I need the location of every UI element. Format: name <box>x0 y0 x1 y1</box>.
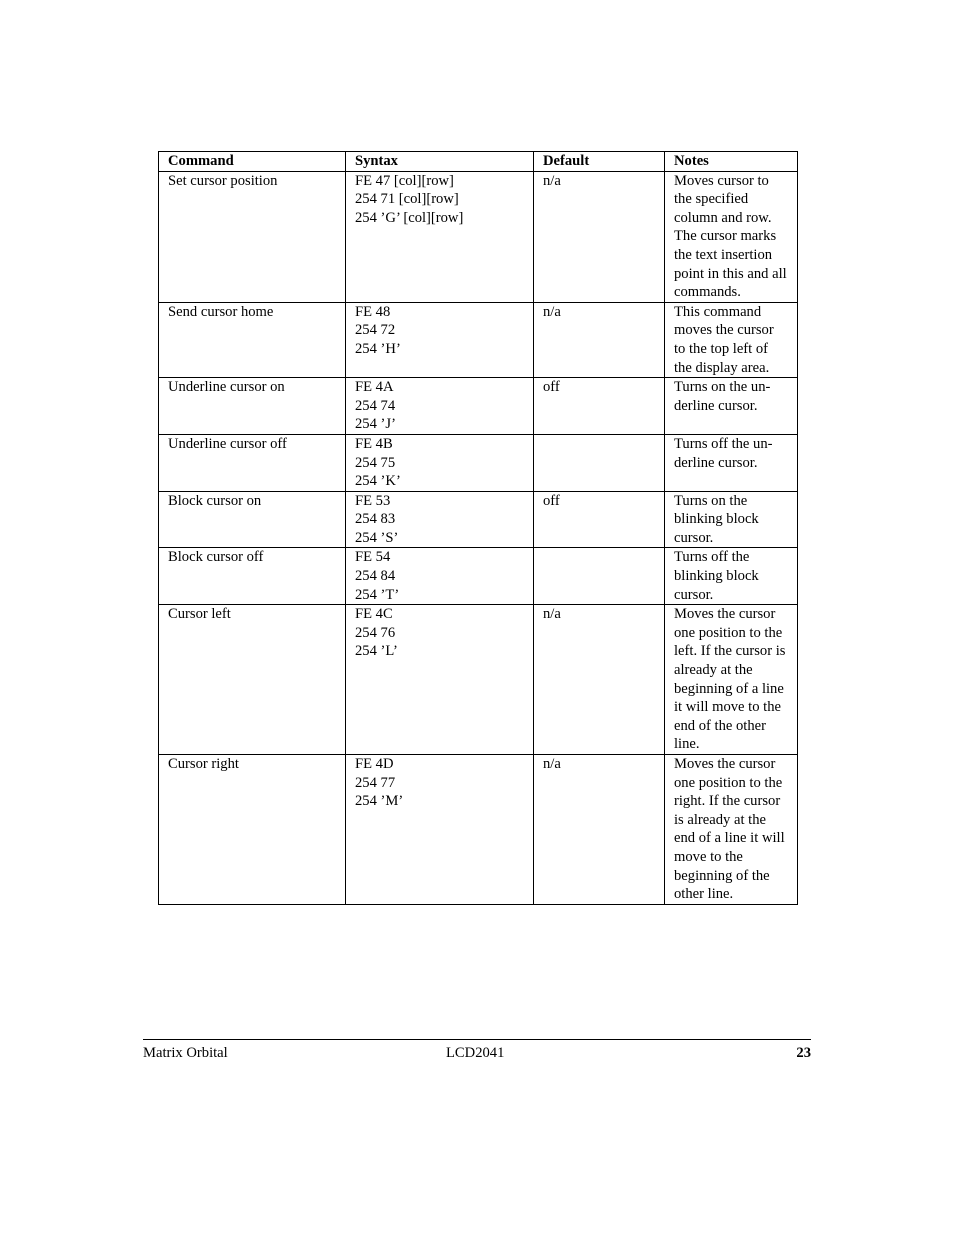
table-row <box>159 434 798 491</box>
command-cell: Underline cursor on <box>159 378 346 435</box>
table-header-row <box>159 152 798 172</box>
table-row <box>159 378 798 435</box>
notes-cell: Turns off the underline cursor. <box>665 434 798 491</box>
syntax-line: FE 4B <box>355 435 393 452</box>
syntax-cell <box>346 605 534 755</box>
notes-cell: Turns on the blinking block cursor. <box>665 491 798 548</box>
default-cell <box>534 434 665 491</box>
syntax-line: 254 71 [col][row] <box>355 191 459 208</box>
table-row <box>159 171 798 302</box>
footer-rule <box>143 1039 811 1040</box>
table-body <box>159 171 798 904</box>
syntax-line: FE 53 <box>355 492 391 509</box>
notes-cell: Moves the cursor one position to the left. If the cursor is already at the beginning of a line it will move to the end of the other line. <box>665 605 798 755</box>
default-cell: n/a <box>534 171 665 302</box>
syntax-line: 254 75 <box>355 454 396 471</box>
syntax-line: 254 84 <box>355 568 396 585</box>
table-row <box>159 755 798 905</box>
notes-cell: Moves the cursor one position to the right. If the cursor is already at the end of a line it will move to the beginning of the other line. <box>665 755 798 905</box>
header-notes: Notes <box>665 152 798 172</box>
notes-cell: Turns off the blinking block cursor. <box>665 548 798 605</box>
syntax-line: 254 74 <box>355 397 396 414</box>
table-row <box>159 605 798 755</box>
syntax-cell <box>346 378 534 435</box>
table-row <box>159 302 798 377</box>
syntax-line: 254 ’M’ <box>355 793 404 810</box>
command-cell: Set cursor position <box>159 171 346 302</box>
notes-cell: This command moves the cursor to the top left of the display area. <box>665 302 798 377</box>
syntax-cell <box>346 434 534 491</box>
page-number: 23 <box>796 1045 811 1061</box>
default-cell: n/a <box>534 755 665 905</box>
syntax-line: 254 72 <box>355 322 396 339</box>
syntax-line: FE 54 <box>355 549 391 566</box>
default-cell: n/a <box>534 605 665 755</box>
table-row <box>159 548 798 605</box>
syntax-line: 254 76 <box>355 624 396 641</box>
default-cell: off <box>534 378 665 435</box>
default-cell <box>534 548 665 605</box>
table-row <box>159 491 798 548</box>
syntax-cell <box>346 171 534 302</box>
command-cell: Cursor right <box>159 755 346 905</box>
syntax-cell <box>346 491 534 548</box>
notes-cell: Turns on the underline cursor. <box>665 378 798 435</box>
syntax-line: FE 4C <box>355 606 393 623</box>
syntax-line: 254 ’G’ [col][row] <box>355 209 464 226</box>
syntax-line: 254 ’J’ <box>355 416 396 433</box>
syntax-line: 254 ’S’ <box>355 529 399 546</box>
syntax-line: FE 4D <box>355 756 394 772</box>
footer-company: Matrix Orbital <box>143 1045 228 1061</box>
command-cell: Underline cursor off <box>159 434 346 491</box>
syntax-line: FE 48 <box>355 303 391 320</box>
notes-cell: Moves cursor to the specified column and row. The cursor marks the text insertion point in this and all commands. <box>665 171 798 302</box>
syntax-line: FE 4A <box>355 379 394 396</box>
syntax-line: 254 83 <box>355 511 396 528</box>
syntax-cell <box>346 548 534 605</box>
command-cell: Cursor left <box>159 605 346 755</box>
syntax-line: 254 ’H’ <box>355 340 401 357</box>
syntax-line: 254 77 <box>355 774 396 791</box>
syntax-line: 254 ’T’ <box>355 586 400 603</box>
default-cell: off <box>534 491 665 548</box>
command-table <box>158 151 798 905</box>
syntax-line: 254 ’L’ <box>355 643 398 660</box>
command-cell: Send cursor home <box>159 302 346 377</box>
command-cell: Block cursor on <box>159 491 346 548</box>
footer-model: LCD2041 <box>446 1045 505 1061</box>
syntax-line: FE 47 [col][row] <box>355 172 454 189</box>
header-default: Default <box>534 152 665 172</box>
syntax-line: 254 ’K’ <box>355 473 401 490</box>
syntax-cell <box>346 755 534 905</box>
command-cell: Block cursor off <box>159 548 346 605</box>
syntax-cell <box>346 302 534 377</box>
default-cell: n/a <box>534 302 665 377</box>
header-syntax: Syntax <box>346 152 534 172</box>
header-command: Command <box>159 152 346 172</box>
